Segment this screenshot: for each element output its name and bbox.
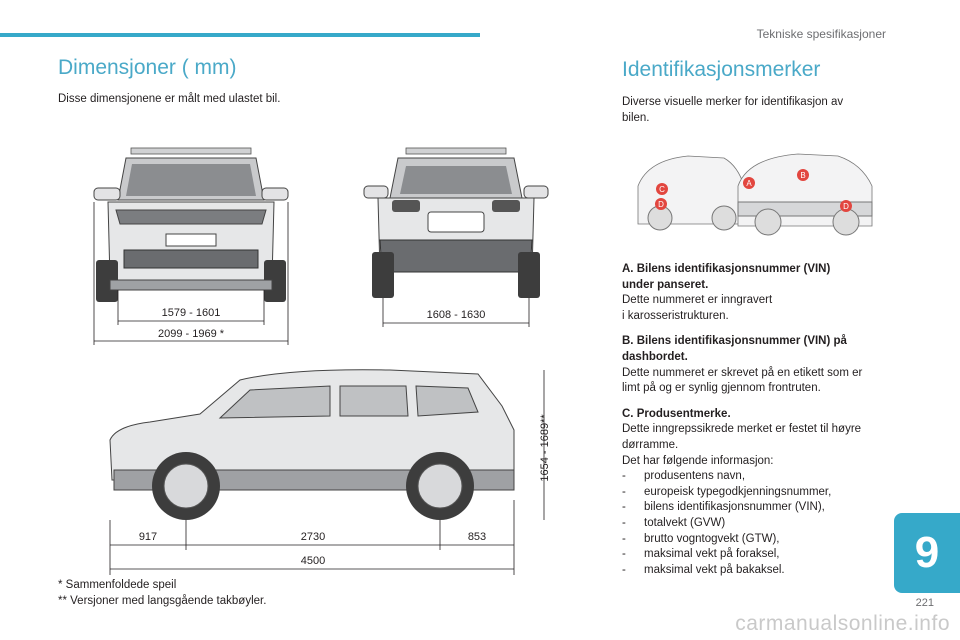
manufacturer-label-text-3: Det har følgende informasjon: — [622, 454, 774, 467]
identification-car-drawing — [638, 154, 872, 235]
header-accent-bar — [0, 33, 480, 37]
rear-track-label: 1608 - 1630 — [426, 309, 486, 321]
dimensions-intro: Disse dimensjonene er målt med ulastet bil. — [58, 93, 281, 105]
front-track-label: 1579 - 1601 — [161, 307, 221, 319]
marker-d-right-letter: D — [843, 202, 849, 211]
identification-title: Identifikasjonsmerker — [622, 58, 821, 81]
list-item: - maksimal vekt på bakaksel. — [622, 563, 892, 579]
length-label: 4500 — [300, 555, 326, 567]
identification-intro-line1: Diverse visuelle merker for identifikasjon av — [622, 96, 844, 108]
page-number: 221 — [915, 597, 934, 609]
side-view-figure — [90, 360, 560, 580]
identification-intro-line2: bilen. — [622, 111, 650, 124]
height-label: 1654 - 1689** — [539, 414, 551, 482]
side-car-drawing — [110, 370, 514, 520]
manufacturer-label-text-2: dørramme. — [622, 438, 679, 451]
vin-dashboard-text-1: Dette nummeret er skrevet på en etikett som er — [622, 366, 863, 379]
section-title: Tekniske spesifikasjoner — [756, 27, 886, 41]
identification-intro — [622, 95, 843, 126]
chapter-tab[interactable]: 9 — [894, 513, 960, 593]
marker-d-right — [840, 200, 852, 212]
list-item: - maksimal vekt på foraksel, — [622, 547, 892, 563]
footnote-mirrors: * Sammenfoldede speil — [58, 579, 177, 591]
list-item: - brutto vogntogvekt (GTW), — [622, 532, 892, 548]
vin-bonnet-text-1: Dette nummeret er inngravert — [622, 294, 773, 307]
marker-d-left — [655, 198, 667, 210]
vin-dashboard-text-2: limt på og er synlig gjennom frontruten. — [622, 382, 821, 395]
vin-bonnet-text-2: i karosseristrukturen. — [622, 309, 729, 322]
watermark: carmanualsonline.info — [735, 612, 950, 635]
marker-c — [656, 183, 668, 195]
footnote-roof-bars: ** Versjoner med langsgående takbøyler. — [58, 595, 267, 607]
marker-d-left-letter: D — [658, 200, 664, 209]
list-item: - produsentens navn, — [622, 469, 892, 485]
marker-b-letter: B — [800, 171, 806, 180]
front-view-figure — [86, 140, 296, 350]
rear-overhang-label: 853 — [467, 531, 487, 543]
marker-a — [743, 177, 755, 189]
front-width-label: 2099 - 1969 * — [157, 328, 225, 340]
front-overhang-label: 917 — [138, 531, 158, 543]
rear-view-figure — [356, 140, 556, 330]
identification-details — [622, 262, 892, 578]
manufacturer-info-list — [622, 469, 892, 578]
vin-dashboard-title-1: B. Bilens identifikasjonsnummer (VIN) på — [622, 335, 847, 348]
identification-figure — [628, 146, 878, 242]
manufacturer-label-text-1: Dette inngrepssikrede merket er festet til høyre — [622, 423, 862, 436]
front-car-drawing — [94, 148, 288, 302]
marker-c-letter: C — [659, 185, 665, 194]
list-item: - europeisk typegodkjenningsnummer, — [622, 485, 892, 501]
dimensions-title: Dimensjoner ( mm) — [58, 56, 237, 79]
vin-bonnet-title-1: A. Bilens identifikasjonsnummer (VIN) — [622, 263, 831, 275]
rear-car-drawing — [364, 148, 548, 298]
manufacturer-label-title: C. Produsentmerke. — [622, 407, 731, 420]
vin-dashboard-title-2: dashbordet. — [622, 350, 688, 363]
marker-a-letter: A — [746, 179, 752, 188]
marker-b — [797, 169, 809, 181]
list-item: - totalvekt (GVW) — [622, 516, 892, 532]
list-item: - bilens identifikasjonsnummer (VIN), — [622, 500, 892, 516]
wheelbase-label: 2730 — [300, 531, 326, 543]
vin-bonnet-title-2: under panseret. — [622, 278, 709, 291]
